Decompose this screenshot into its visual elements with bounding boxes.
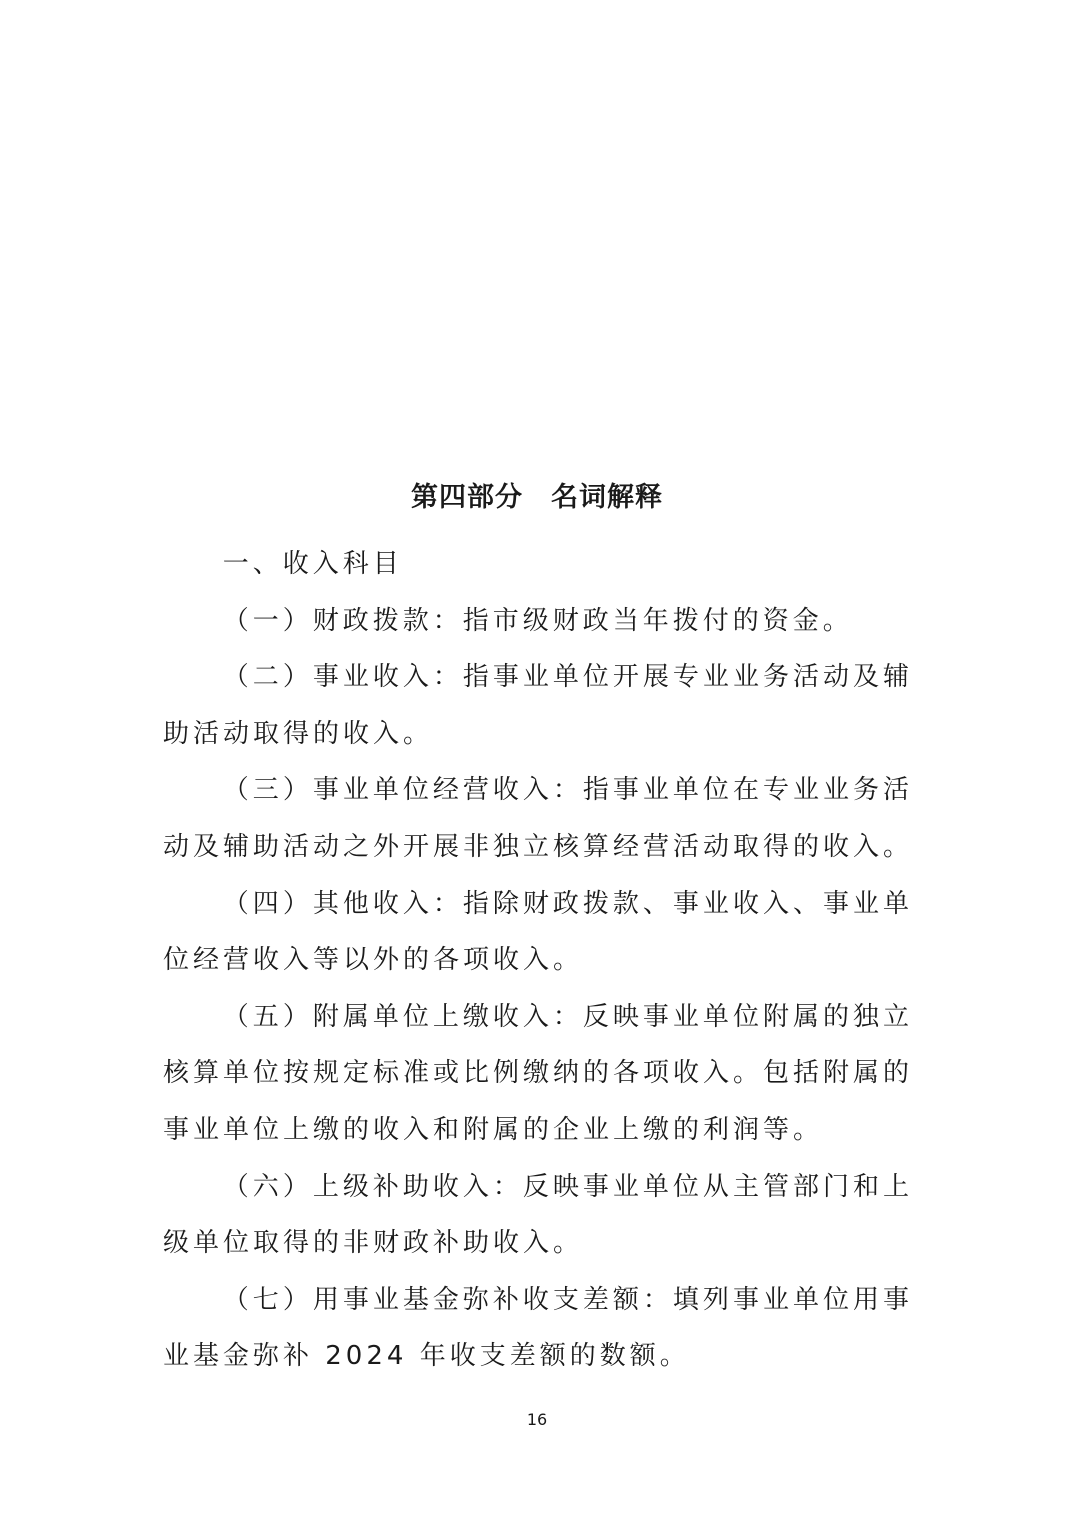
paragraph-business-fund-offset: （七）用事业基金弥补收支差额：填列事业单位用事业基金弥补 2024 年收支差额的数额。 bbox=[163, 1284, 913, 1372]
paragraph-operating-income: （三）事业单位经营收入：指事业单位在专业业务活动及辅助活动之外开展非独立核算经营活动取得的收入。 bbox=[163, 775, 914, 862]
heading-income-subjects: 一、收入科目 bbox=[222, 549, 403, 579]
paragraph-other-income: （四）其他收入：指除财政拨款、事业收入、事业单位经营收入等以外的各项收入。 bbox=[163, 888, 913, 976]
paragraph-superior-subsidy-income: （六）上级补助收入：反映事业单位从主管部门和上级单位取得的非财政补助收入。 bbox=[163, 1171, 913, 1259]
paragraph-affiliated-unit-income: （五）附属单位上缴收入：反映事业单位附属的独立核算单位按规定标准或比例缴纳的各项收入。包括附属的事业单位上缴的收入和附属的企业上缴的利润等。 bbox=[163, 1001, 914, 1145]
paragraph-business-income: （二）事业收入：指事业单位开展专业业务活动及辅助活动取得的收入。 bbox=[163, 662, 913, 749]
paragraph-fiscal-appropriation: （一）财政拨款：指市级财政当年拨付的资金。 bbox=[222, 605, 853, 636]
page-number: 16 bbox=[526, 1410, 548, 1429]
section-title: 第四部分 名词解释 bbox=[411, 482, 663, 513]
section-body bbox=[163, 536, 913, 1385]
